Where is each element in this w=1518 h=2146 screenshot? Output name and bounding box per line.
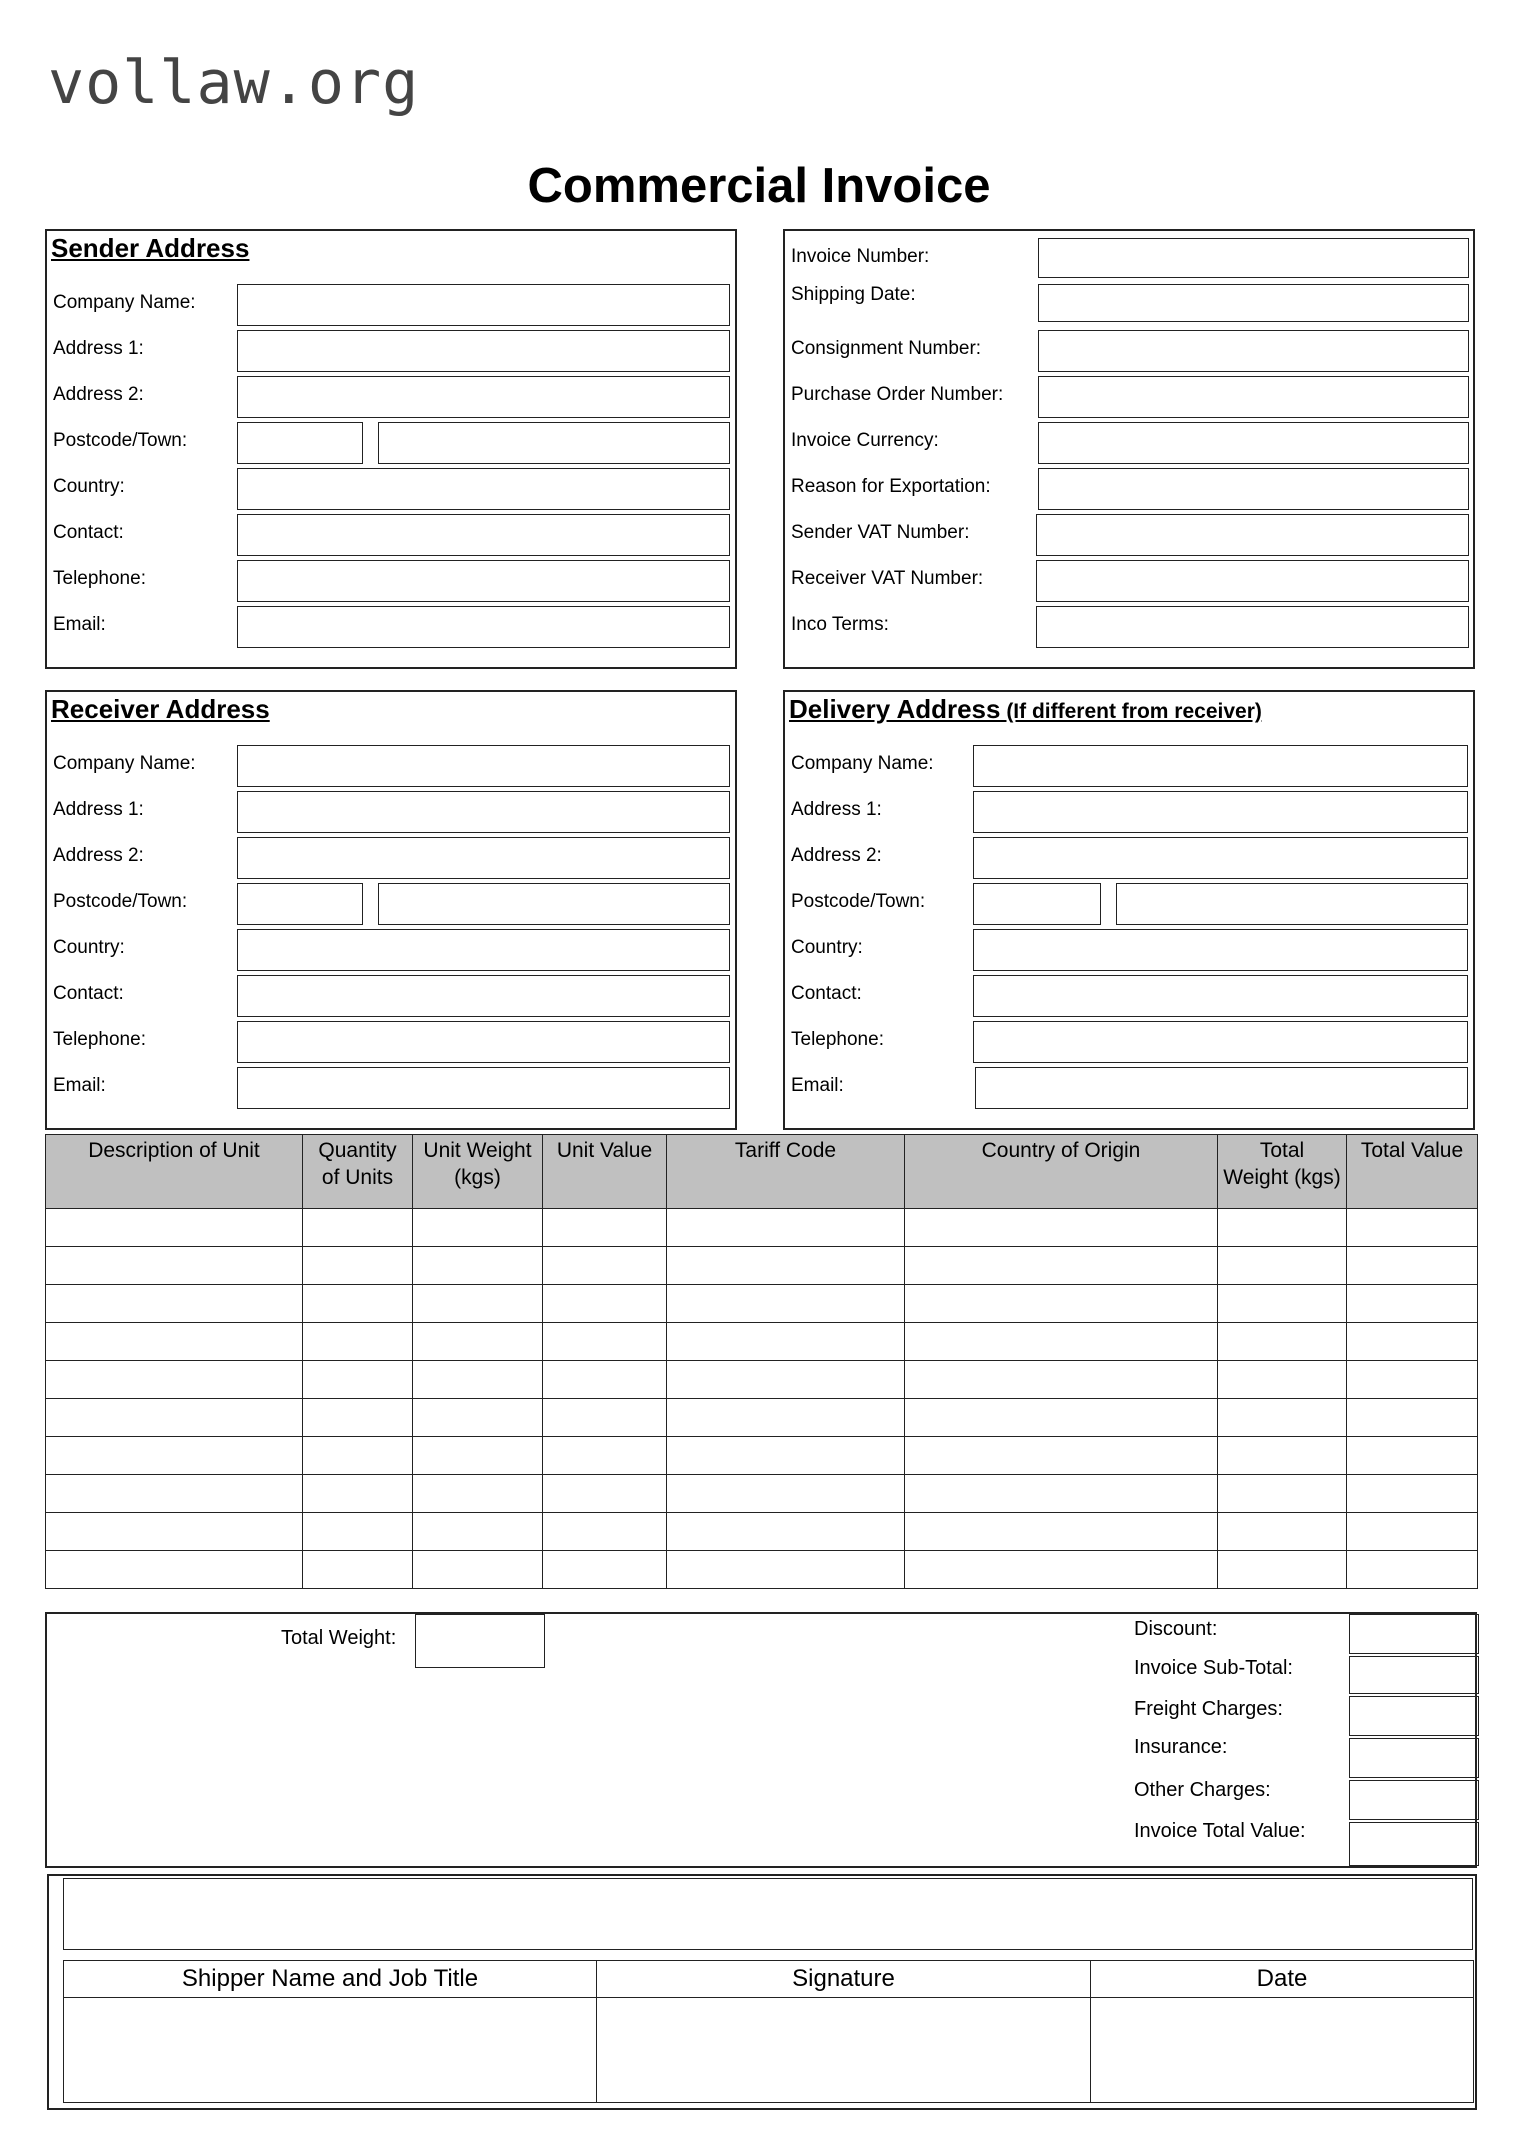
item-total-value-cell[interactable] [1347, 1209, 1478, 1247]
sender-address-panel [45, 229, 737, 669]
other-charges-field[interactable] [1349, 1780, 1479, 1820]
items-table [45, 1134, 1478, 1589]
item-row [46, 1323, 1478, 1361]
date-header: Date [1091, 1961, 1474, 1998]
declaration-panel [47, 1874, 1477, 2110]
item-unit-value-cell[interactable] [543, 1399, 667, 1437]
item-quantity-cell[interactable] [303, 1361, 413, 1399]
item-total-weight-cell[interactable] [1218, 1551, 1347, 1589]
item-total-value-cell[interactable] [1347, 1475, 1478, 1513]
header-tariff-code: Tariff Code [667, 1135, 905, 1209]
items-table-header [46, 1135, 1478, 1209]
item-quantity-cell[interactable] [303, 1437, 413, 1475]
item-unit-weight-cell[interactable] [413, 1399, 543, 1437]
item-quantity-cell[interactable] [303, 1285, 413, 1323]
item-description-cell[interactable] [46, 1247, 303, 1285]
item-row [46, 1247, 1478, 1285]
delivery-label-telephone: Telephone: [791, 1029, 884, 1050]
insurance-label: Insurance: [1134, 1736, 1228, 1758]
item-unit-value-cell[interactable] [543, 1323, 667, 1361]
item-description-cell[interactable] [46, 1513, 303, 1551]
item-quantity-cell[interactable] [303, 1551, 413, 1589]
item-total-weight-cell[interactable] [1218, 1247, 1347, 1285]
item-total-weight-cell[interactable] [1218, 1513, 1347, 1551]
item-total-value-cell[interactable] [1347, 1247, 1478, 1285]
item-country-of-origin-cell[interactable] [905, 1551, 1218, 1589]
item-unit-weight-cell[interactable] [413, 1285, 543, 1323]
item-tariff-code-cell[interactable] [667, 1323, 905, 1361]
sender-label-contact: Contact: [53, 522, 124, 543]
item-total-weight-cell[interactable] [1218, 1475, 1347, 1513]
delivery-contact-field[interactable] [973, 975, 1468, 1017]
item-tariff-code-cell[interactable] [667, 1475, 905, 1513]
shipper-name-job-title-header: Shipper Name and Job Title [64, 1961, 597, 1998]
declaration-text-area[interactable] [63, 1878, 1473, 1950]
item-unit-weight-cell[interactable] [413, 1551, 543, 1589]
delivery-label-contact: Contact: [791, 983, 862, 1004]
delivery-address-panel [783, 690, 1475, 1130]
header-description-of-unit: Description of Unit [46, 1135, 303, 1209]
item-tariff-code-cell[interactable] [667, 1399, 905, 1437]
sender-label-country: Country: [53, 476, 125, 497]
delivery-label-country: Country: [791, 937, 863, 958]
item-quantity-cell[interactable] [303, 1475, 413, 1513]
item-description-cell[interactable] [46, 1437, 303, 1475]
receiver-address-panel [45, 690, 737, 1130]
purchase-order-number-label: Purchase Order Number: [791, 384, 1004, 405]
sender-postcode-field[interactable] [237, 422, 363, 464]
sender-vat-number-label: Sender VAT Number: [791, 522, 970, 543]
item-row [46, 1437, 1478, 1475]
item-total-weight-cell[interactable] [1218, 1323, 1347, 1361]
delivery-country-field[interactable] [973, 929, 1468, 971]
reason-for-exportation-field[interactable] [1038, 468, 1469, 510]
item-total-value-cell[interactable] [1347, 1513, 1478, 1551]
sender-email-field[interactable] [237, 606, 730, 648]
item-total-value-cell[interactable] [1347, 1361, 1478, 1399]
item-row [46, 1361, 1478, 1399]
receiver-label-country: Country: [53, 937, 125, 958]
item-row [46, 1285, 1478, 1323]
receiver-label-company: Company Name: [53, 753, 196, 774]
item-row [46, 1551, 1478, 1589]
inco-terms-field[interactable] [1036, 606, 1469, 648]
sender-contact-field[interactable] [237, 514, 730, 556]
item-description-cell[interactable] [46, 1399, 303, 1437]
delivery-label-postcode-town: Postcode/Town: [791, 891, 926, 912]
items-table-body [46, 1209, 1478, 1589]
invoice-total-value-label: Invoice Total Value: [1134, 1820, 1306, 1842]
sender-label-email: Email: [53, 614, 106, 635]
item-country-of-origin-cell[interactable] [905, 1285, 1218, 1323]
item-unit-weight-cell[interactable] [413, 1513, 543, 1551]
receiver-label-address2: Address 2: [53, 845, 144, 866]
item-country-of-origin-cell[interactable] [905, 1323, 1218, 1361]
item-tariff-code-cell[interactable] [667, 1513, 905, 1551]
header-quantity-of-units: Quantity of Units [303, 1135, 413, 1209]
receiver-vat-number-label: Receiver VAT Number: [791, 568, 984, 589]
sender-label-address2: Address 2: [53, 384, 144, 405]
item-unit-value-cell[interactable] [543, 1551, 667, 1589]
sender-label-address1: Address 1: [53, 338, 144, 359]
sender-label-telephone: Telephone: [53, 568, 146, 589]
item-description-cell[interactable] [46, 1551, 303, 1589]
item-tariff-code-cell[interactable] [667, 1209, 905, 1247]
item-tariff-code-cell[interactable] [667, 1551, 905, 1589]
item-quantity-cell[interactable] [303, 1247, 413, 1285]
signature-table [63, 1960, 1474, 2103]
header-unit-weight: Unit Weight (kgs) [413, 1135, 543, 1209]
delivery-address1-field[interactable] [973, 791, 1468, 833]
signature-field[interactable] [597, 1998, 1091, 2103]
item-unit-weight-cell[interactable] [413, 1475, 543, 1513]
item-country-of-origin-cell[interactable] [905, 1475, 1218, 1513]
receiver-telephone-field[interactable] [237, 1021, 730, 1063]
item-row [46, 1399, 1478, 1437]
delivery-label-email: Email: [791, 1075, 844, 1096]
delivery-address-subtitle: (If different from receiver) [1000, 700, 1262, 723]
invoice-sub-total-field[interactable] [1349, 1656, 1479, 1694]
delivery-label-address2: Address 2: [791, 845, 882, 866]
freight-charges-label: Freight Charges: [1134, 1698, 1283, 1720]
item-unit-value-cell[interactable] [543, 1437, 667, 1475]
item-tariff-code-cell[interactable] [667, 1361, 905, 1399]
item-quantity-cell[interactable] [303, 1513, 413, 1551]
item-country-of-origin-cell[interactable] [905, 1513, 1218, 1551]
receiver-vat-number-field[interactable] [1036, 560, 1469, 602]
item-country-of-origin-cell[interactable] [905, 1361, 1218, 1399]
sender-vat-number-field[interactable] [1036, 514, 1469, 556]
item-total-value-cell[interactable] [1347, 1323, 1478, 1361]
item-country-of-origin-cell[interactable] [905, 1399, 1218, 1437]
delivery-postcode-field[interactable] [973, 883, 1101, 925]
item-unit-weight-cell[interactable] [413, 1247, 543, 1285]
receiver-address1-field[interactable] [237, 791, 730, 833]
item-description-cell[interactable] [46, 1285, 303, 1323]
item-country-of-origin-cell[interactable] [905, 1209, 1218, 1247]
shipping-date-label: Shipping Date: [791, 284, 916, 305]
inco-terms-label: Inco Terms: [791, 614, 889, 635]
header-unit-value: Unit Value [543, 1135, 667, 1209]
receiver-postcode-field[interactable] [237, 883, 363, 925]
delivery-email-field[interactable] [975, 1067, 1468, 1109]
invoice-sub-total-label: Invoice Sub-Total: [1134, 1657, 1293, 1679]
receiver-label-postcode-town: Postcode/Town: [53, 891, 188, 912]
reason-for-exportation-label: Reason for Exportation: [791, 476, 991, 497]
item-total-weight-cell[interactable] [1218, 1209, 1347, 1247]
invoice-info-panel [783, 229, 1475, 669]
receiver-email-field[interactable] [237, 1067, 730, 1109]
invoice-currency-label: Invoice Currency: [791, 430, 939, 451]
shipping-date-field[interactable] [1038, 284, 1469, 322]
item-description-cell[interactable] [46, 1475, 303, 1513]
item-country-of-origin-cell[interactable] [905, 1437, 1218, 1475]
item-total-weight-cell[interactable] [1218, 1399, 1347, 1437]
sender-country-field[interactable] [237, 468, 730, 510]
item-unit-weight-cell[interactable] [413, 1209, 543, 1247]
receiver-country-field[interactable] [237, 929, 730, 971]
item-unit-value-cell[interactable] [543, 1247, 667, 1285]
item-description-cell[interactable] [46, 1209, 303, 1247]
sender-company-field[interactable] [237, 284, 730, 326]
item-row [46, 1475, 1478, 1513]
discount-label: Discount: [1134, 1618, 1218, 1640]
invoice-currency-field[interactable] [1038, 422, 1469, 464]
item-unit-value-cell[interactable] [543, 1285, 667, 1323]
shipper-name-job-title-field[interactable] [64, 1998, 597, 2103]
item-unit-weight-cell[interactable] [413, 1361, 543, 1399]
watermark: vollaw.org [48, 48, 420, 118]
invoice-number-field[interactable] [1038, 238, 1469, 278]
invoice-number-label: Invoice Number: [791, 246, 930, 267]
total-weight-label: Total Weight: [281, 1627, 397, 1649]
sender-label-postcode-town: Postcode/Town: [53, 430, 188, 451]
other-charges-label: Other Charges: [1134, 1779, 1271, 1801]
consignment-number-label: Consignment Number: [791, 338, 982, 359]
delivery-town-field[interactable] [1116, 883, 1468, 925]
consignment-number-field[interactable] [1038, 330, 1469, 372]
item-tariff-code-cell[interactable] [667, 1285, 905, 1323]
delivery-address-title: Delivery Address (If different from receiver) [789, 694, 1262, 724]
receiver-label-contact: Contact: [53, 983, 124, 1004]
sender-label-company: Company Name: [53, 292, 196, 313]
item-total-weight-cell[interactable] [1218, 1285, 1347, 1323]
receiver-label-email: Email: [53, 1075, 106, 1096]
invoice-total-value-field[interactable] [1349, 1822, 1479, 1866]
item-description-cell[interactable] [46, 1323, 303, 1361]
date-field[interactable] [1091, 1998, 1474, 2103]
totals-panel [45, 1612, 1477, 1868]
item-unit-value-cell[interactable] [543, 1513, 667, 1551]
item-unit-value-cell[interactable] [543, 1475, 667, 1513]
item-quantity-cell[interactable] [303, 1323, 413, 1361]
delivery-telephone-field[interactable] [973, 1021, 1468, 1063]
document-title: Commercial Invoice [527, 159, 991, 213]
item-total-value-cell[interactable] [1347, 1399, 1478, 1437]
discount-field[interactable] [1349, 1614, 1479, 1654]
receiver-address-title: Receiver Address [51, 694, 270, 724]
sender-town-field[interactable] [378, 422, 730, 464]
sender-address2-field[interactable] [237, 376, 730, 418]
item-row [46, 1209, 1478, 1247]
receiver-label-telephone: Telephone: [53, 1029, 146, 1050]
receiver-address2-field[interactable] [237, 837, 730, 879]
item-total-weight-cell[interactable] [1218, 1437, 1347, 1475]
item-tariff-code-cell[interactable] [667, 1437, 905, 1475]
insurance-field[interactable] [1349, 1738, 1479, 1778]
item-tariff-code-cell[interactable] [667, 1247, 905, 1285]
receiver-label-address1: Address 1: [53, 799, 144, 820]
item-unit-value-cell[interactable] [543, 1209, 667, 1247]
total-weight-field[interactable] [415, 1614, 545, 1668]
receiver-town-field[interactable] [378, 883, 730, 925]
item-description-cell[interactable] [46, 1361, 303, 1399]
sender-address1-field[interactable] [237, 330, 730, 372]
item-unit-weight-cell[interactable] [413, 1437, 543, 1475]
purchase-order-number-field[interactable] [1038, 376, 1469, 418]
freight-charges-field[interactable] [1349, 1696, 1479, 1736]
header-country-of-origin: Country of Origin [905, 1135, 1218, 1209]
item-quantity-cell[interactable] [303, 1399, 413, 1437]
item-total-value-cell[interactable] [1347, 1437, 1478, 1475]
sender-address-title: Sender Address [51, 233, 250, 263]
delivery-company-field[interactable] [973, 745, 1468, 787]
signature-header: Signature [597, 1961, 1091, 1998]
item-total-weight-cell[interactable] [1218, 1361, 1347, 1399]
sender-telephone-field[interactable] [237, 560, 730, 602]
item-country-of-origin-cell[interactable] [905, 1247, 1218, 1285]
item-total-value-cell[interactable] [1347, 1285, 1478, 1323]
header-total-weight: Total Weight (kgs) [1218, 1135, 1347, 1209]
item-unit-weight-cell[interactable] [413, 1323, 543, 1361]
item-unit-value-cell[interactable] [543, 1361, 667, 1399]
item-quantity-cell[interactable] [303, 1209, 413, 1247]
item-total-value-cell[interactable] [1347, 1551, 1478, 1589]
receiver-company-field[interactable] [237, 745, 730, 787]
receiver-contact-field[interactable] [237, 975, 730, 1017]
item-row [46, 1513, 1478, 1551]
header-total-value: Total Value [1347, 1135, 1478, 1209]
delivery-label-company: Company Name: [791, 753, 934, 774]
delivery-address2-field[interactable] [973, 837, 1468, 879]
delivery-label-address1: Address 1: [791, 799, 882, 820]
